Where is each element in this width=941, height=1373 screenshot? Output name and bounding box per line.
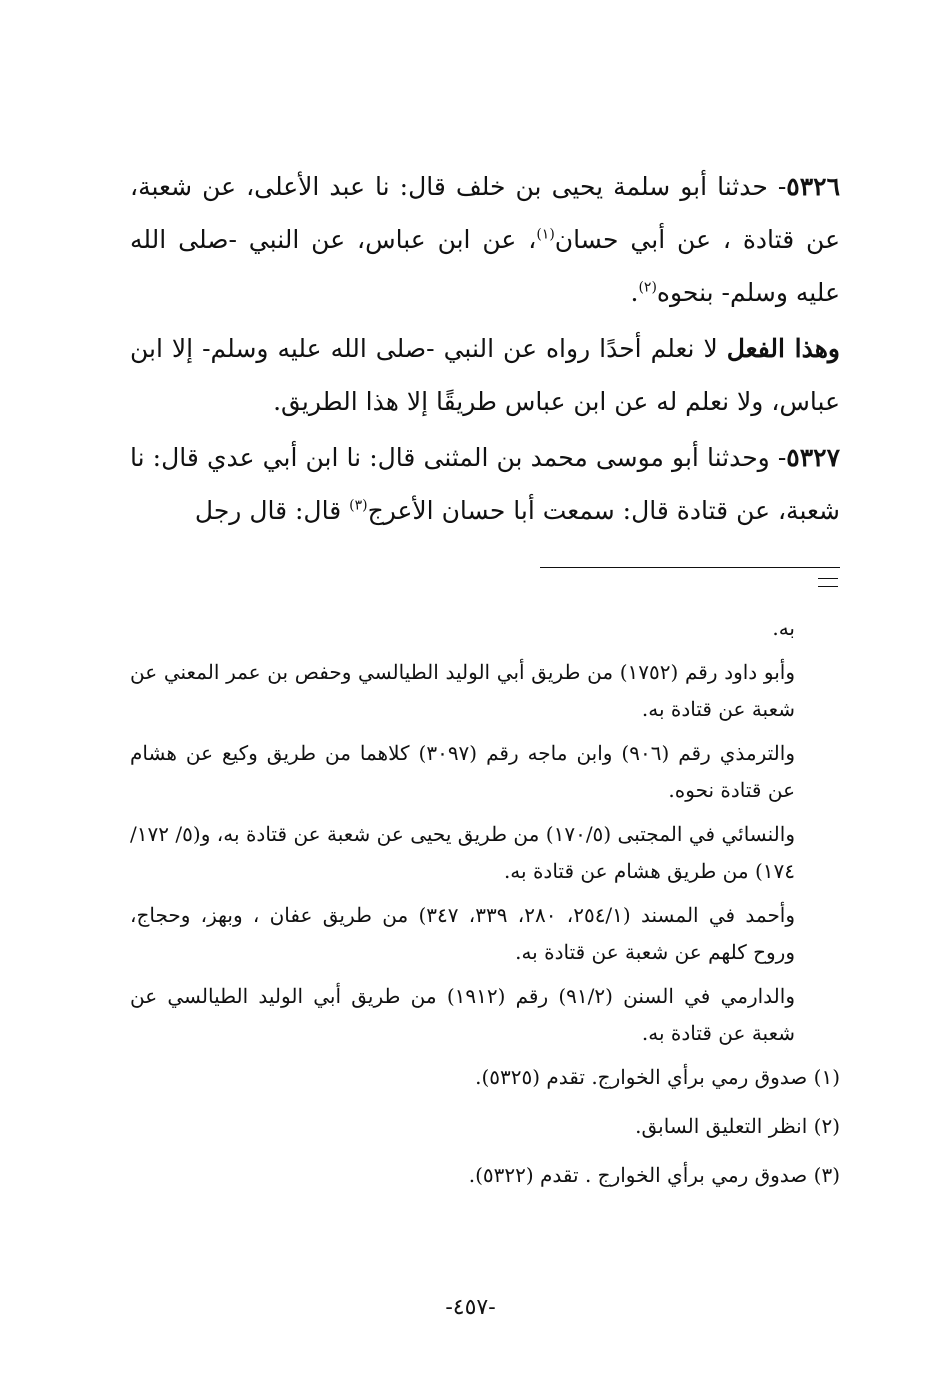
author-comment — [130, 322, 840, 428]
footnote-continuation: والنسائي في المجتبى (١٧٠/٥) من طريق يحيى عن شعبة عن قتادة به، و(٥/ ١٧٢/ ١٧٤) من طريق هشام عن قتادة به. — [130, 822, 795, 883]
footnote-continuation: وأحمد في المسند (٢٥٤/١، ٢٨٠، ٣٣٩، ٣٤٧) من طريق عفان ، وبهز، وحجاج، وروح كلهم عن شعبة عن قتادة به. — [130, 903, 796, 964]
hadith-5326-text-a: - حدثنا أبو سلمة يحيى بن خلف قال: نا عبد الأعلى، عن شعبة، عن قتادة ، عن أبي حسان — [130, 172, 841, 254]
hadith-5326-text-c: . — [630, 278, 639, 307]
hadith-5327-text-a: - وحدثنا أبو موسى محمد بن المثنى قال: نا ابن أبي عدي قال: نا شعبة، عن قتادة قال: سمعت أبا حسان الأعرج — [130, 443, 840, 525]
main-text — [130, 160, 840, 540]
footnote-ref-3: (٣) — [349, 497, 368, 514]
footnote-3: (٣) صدوق رمي برأي الخوارج . تقدم (٥٣٢٢). — [468, 1163, 840, 1187]
page-number: -٤٥٧- — [445, 1295, 496, 1320]
footnote-ref-1: (١) — [536, 226, 555, 243]
hadith-5326 — [130, 160, 840, 319]
comment-text: لا نعلم أحدًا رواه عن النبي -صلى الله عليه وسلم- إلا ابن عباس، ولا نعلم له عن ابن عباس طريقًا إلا هذا الطريق. — [130, 334, 840, 416]
hadith-number-5327: ٥٣٢٧ — [786, 443, 840, 472]
comment-lead: وهذا الفعل — [726, 334, 840, 363]
hadith-number-5326: ٥٣٢٦ — [786, 172, 840, 201]
footnote-ref-2: (٢) — [638, 279, 657, 296]
footnote-continuation: به. — [772, 616, 795, 640]
hadith-5327-text-b: قال: قال رجل — [194, 496, 350, 525]
hadith-5326-text-b: ، عن ابن عباس، عن النبي -صلى الله عليه وسلم- بنحوه — [130, 225, 840, 307]
footnote-1: (١) صدوق رمي برأي الخوارج. تقدم (٥٣٢٥). — [475, 1065, 840, 1089]
hadith-5327 — [130, 431, 840, 537]
footnote-divider — [540, 567, 840, 568]
footnote-continuation: والدارمي في السنن (٩١/٢) رقم (١٩١٢) من طريق أبي الوليد الطيالسي عن شعبة عن قتادة به. — [130, 984, 795, 1045]
continuation-mark — [818, 578, 838, 587]
footnotes — [130, 610, 840, 1206]
footnote-continuation: وأبو داود رقم (١٧٥٢) من طريق أبي الوليد الطيالسي وحفص بن عمر المعني عن شعبة عن قتادة به. — [130, 660, 796, 721]
footnote-continuation: والترمذي رقم (٩٠٦) وابن ماجه رقم (٣٠٩٧) كلاهما من طريق وكيع عن هشام عن قتادة نحوه. — [130, 741, 795, 802]
footnote-2: (٢) انظر التعليق السابق. — [635, 1114, 840, 1138]
